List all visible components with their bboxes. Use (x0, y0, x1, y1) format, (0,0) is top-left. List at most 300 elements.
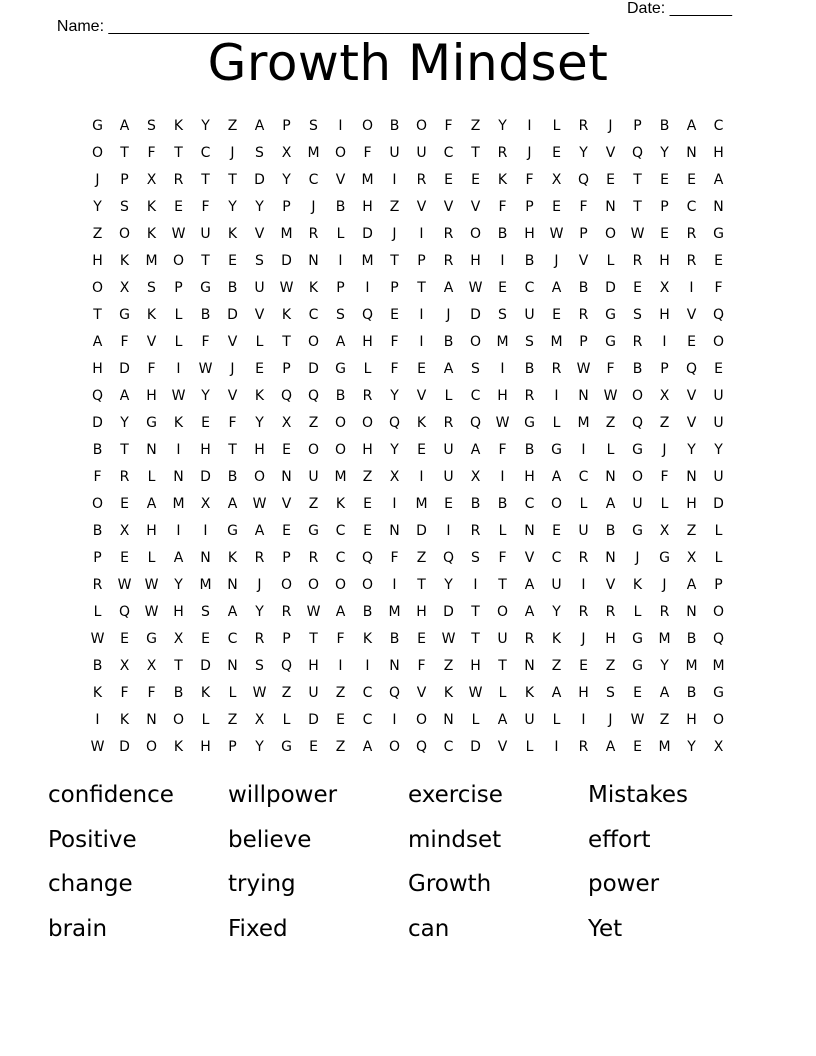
grid-letter[interactable]: R (578, 549, 589, 566)
grid-letter[interactable]: F (606, 360, 615, 377)
grid-letter[interactable]: F (363, 144, 372, 161)
grid-letter[interactable]: G (227, 522, 238, 539)
grid-letter[interactable]: I (176, 441, 181, 458)
grid-letter[interactable]: L (552, 711, 561, 728)
grid-letter[interactable]: U (713, 414, 724, 431)
grid-letter[interactable]: Z (281, 684, 292, 701)
grid-letter[interactable]: D (254, 171, 265, 188)
grid-letter[interactable]: C (362, 711, 373, 728)
grid-letter[interactable]: A (659, 684, 670, 701)
grid-letter[interactable]: G (200, 279, 211, 296)
grid-letter[interactable]: B (443, 333, 454, 350)
grid-letter[interactable]: J (635, 549, 640, 566)
grid-letter[interactable]: V (335, 171, 346, 188)
grid-letter[interactable]: Y (660, 657, 669, 674)
grid-letter[interactable]: K (443, 684, 454, 701)
grid-letter[interactable]: L (660, 495, 669, 512)
grid-letter[interactable]: K (632, 576, 643, 593)
grid-letter[interactable]: J (230, 360, 235, 377)
grid-letter[interactable]: L (282, 711, 291, 728)
grid-letter[interactable]: Q (91, 387, 104, 404)
grid-letter[interactable]: V (416, 684, 427, 701)
grid-letter[interactable]: E (714, 252, 723, 269)
grid-letter[interactable]: M (172, 495, 185, 512)
grid-letter[interactable]: T (93, 306, 102, 323)
grid-letter[interactable]: L (444, 387, 453, 404)
grid-letter[interactable]: B (92, 657, 103, 674)
grid-letter[interactable]: G (632, 441, 643, 458)
grid-letter[interactable]: S (309, 117, 318, 134)
grid-letter[interactable]: Y (201, 387, 210, 404)
grid-letter[interactable]: R (443, 414, 454, 431)
grid-letter[interactable]: O (145, 738, 158, 755)
grid-letter[interactable]: G (335, 360, 346, 377)
grid-letter[interactable]: T (120, 144, 129, 161)
grid-letter[interactable]: J (257, 576, 262, 593)
grid-letter[interactable]: F (498, 441, 507, 458)
grid-letter[interactable]: H (497, 387, 508, 404)
grid-letter[interactable]: Y (174, 576, 183, 593)
grid-letter[interactable]: I (203, 522, 208, 539)
grid-letter[interactable]: O (361, 117, 374, 134)
grid-letter[interactable]: S (201, 603, 210, 620)
grid-letter[interactable]: H (92, 360, 103, 377)
grid-letter[interactable]: P (660, 360, 669, 377)
grid-letter[interactable]: N (389, 657, 400, 674)
grid-letter[interactable]: Y (660, 144, 669, 161)
grid-letter[interactable]: H (659, 252, 670, 269)
grid-letter[interactable]: Y (498, 117, 507, 134)
grid-letter[interactable]: O (496, 603, 509, 620)
grid-letter[interactable]: U (524, 306, 535, 323)
grid-letter[interactable]: O (712, 333, 725, 350)
grid-letter[interactable]: H (362, 198, 373, 215)
grid-letter[interactable]: X (200, 495, 211, 512)
grid-letter[interactable]: A (92, 333, 103, 350)
grid-letter[interactable]: M (307, 144, 320, 161)
grid-letter[interactable]: H (200, 738, 211, 755)
grid-letter[interactable]: R (578, 117, 589, 134)
grid-letter[interactable]: I (365, 279, 370, 296)
grid-letter[interactable]: E (363, 495, 372, 512)
grid-letter[interactable]: Q (280, 657, 293, 674)
grid-letter[interactable]: N (281, 468, 292, 485)
grid-letter[interactable]: R (281, 603, 292, 620)
grid-letter[interactable]: A (524, 603, 535, 620)
grid-letter[interactable]: O (334, 144, 347, 161)
grid-letter[interactable]: W (279, 279, 294, 296)
grid-letter[interactable]: N (200, 549, 211, 566)
grid-letter[interactable]: O (91, 495, 104, 512)
grid-letter[interactable]: G (146, 414, 157, 431)
grid-letter[interactable]: O (91, 144, 104, 161)
grid-letter[interactable]: N (605, 549, 616, 566)
grid-letter[interactable]: Q (631, 144, 644, 161)
grid-letter[interactable]: Q (361, 549, 374, 566)
grid-letter[interactable]: T (633, 171, 642, 188)
grid-letter[interactable]: A (686, 576, 697, 593)
grid-letter[interactable]: J (446, 306, 451, 323)
grid-letter[interactable]: R (524, 387, 535, 404)
grid-letter[interactable]: P (93, 549, 102, 566)
grid-letter[interactable]: A (443, 360, 454, 377)
grid-letter[interactable]: X (389, 468, 400, 485)
grid-letter[interactable]: R (578, 603, 589, 620)
grid-letter[interactable]: E (417, 630, 426, 647)
grid-letter[interactable]: L (498, 684, 507, 701)
grid-letter[interactable]: Y (228, 198, 237, 215)
grid-letter[interactable]: H (713, 144, 724, 161)
grid-letter[interactable]: R (362, 387, 373, 404)
grid-letter[interactable]: D (470, 306, 481, 323)
grid-letter[interactable]: M (685, 657, 698, 674)
grid-letter[interactable]: A (686, 117, 697, 134)
grid-letter[interactable]: F (336, 630, 345, 647)
grid-letter[interactable]: P (336, 279, 345, 296)
grid-letter[interactable]: L (93, 603, 102, 620)
grid-letter[interactable]: I (500, 252, 505, 269)
grid-letter[interactable]: N (686, 603, 697, 620)
grid-letter[interactable]: C (524, 495, 535, 512)
grid-letter[interactable]: V (605, 144, 616, 161)
grid-letter[interactable]: F (93, 468, 102, 485)
grid-letter[interactable]: C (335, 522, 346, 539)
grid-letter[interactable]: H (362, 333, 373, 350)
grid-letter[interactable]: W (171, 387, 186, 404)
grid-letter[interactable]: T (228, 171, 237, 188)
grid-letter[interactable]: R (632, 333, 643, 350)
grid-letter[interactable]: O (172, 252, 185, 269)
grid-letter[interactable]: I (662, 333, 667, 350)
grid-letter[interactable]: M (145, 252, 158, 269)
grid-letter[interactable]: E (660, 171, 669, 188)
grid-letter[interactable]: F (147, 144, 156, 161)
grid-letter[interactable]: R (686, 252, 697, 269)
grid-letter[interactable]: K (335, 495, 346, 512)
grid-letter[interactable]: B (632, 360, 643, 377)
grid-letter[interactable]: B (92, 441, 103, 458)
grid-letter[interactable]: C (200, 144, 211, 161)
grid-letter[interactable]: B (227, 279, 238, 296)
grid-letter[interactable]: V (254, 306, 265, 323)
grid-letter[interactable]: H (416, 603, 427, 620)
grid-letter[interactable]: I (419, 333, 424, 350)
grid-letter[interactable]: A (335, 333, 346, 350)
grid-letter[interactable]: L (498, 522, 507, 539)
grid-letter[interactable]: K (173, 414, 184, 431)
grid-letter[interactable]: N (524, 522, 535, 539)
grid-letter[interactable]: E (282, 441, 291, 458)
grid-letter[interactable]: E (390, 306, 399, 323)
grid-letter[interactable]: O (361, 414, 374, 431)
grid-letter[interactable]: G (605, 333, 616, 350)
grid-letter[interactable]: W (306, 603, 321, 620)
grid-letter[interactable]: B (686, 630, 697, 647)
grid-letter[interactable]: N (524, 657, 535, 674)
grid-letter[interactable]: S (147, 279, 156, 296)
grid-letter[interactable]: I (581, 576, 586, 593)
grid-letter[interactable]: Z (92, 225, 103, 242)
grid-letter[interactable]: E (687, 333, 696, 350)
grid-letter[interactable]: J (662, 441, 667, 458)
grid-letter[interactable]: C (335, 549, 346, 566)
grid-letter[interactable]: D (119, 360, 130, 377)
grid-letter[interactable]: J (608, 711, 613, 728)
grid-letter[interactable]: L (606, 441, 615, 458)
grid-letter[interactable]: I (527, 117, 532, 134)
grid-letter[interactable]: B (686, 684, 697, 701)
grid-letter[interactable]: D (443, 603, 454, 620)
grid-letter[interactable]: B (497, 495, 508, 512)
grid-letter[interactable]: E (633, 279, 642, 296)
grid-letter[interactable]: X (659, 387, 670, 404)
grid-letter[interactable]: T (120, 441, 129, 458)
grid-letter[interactable]: Q (280, 387, 293, 404)
grid-letter[interactable]: W (468, 279, 483, 296)
grid-letter[interactable]: T (498, 657, 507, 674)
grid-letter[interactable]: Z (308, 495, 319, 512)
grid-letter[interactable]: P (282, 117, 291, 134)
grid-letter[interactable]: K (281, 306, 292, 323)
grid-letter[interactable]: L (147, 468, 156, 485)
grid-letter[interactable]: S (147, 117, 156, 134)
grid-letter[interactable]: B (389, 117, 400, 134)
grid-letter[interactable]: P (228, 738, 237, 755)
grid-letter[interactable]: K (119, 711, 130, 728)
grid-letter[interactable]: M (577, 414, 590, 431)
grid-letter[interactable]: K (254, 387, 265, 404)
grid-letter[interactable]: A (497, 711, 508, 728)
grid-letter[interactable]: P (282, 198, 291, 215)
grid-letter[interactable]: M (658, 738, 671, 755)
grid-letter[interactable]: F (147, 360, 156, 377)
grid-letter[interactable]: T (471, 603, 480, 620)
grid-letter[interactable]: Q (712, 630, 725, 647)
grid-letter[interactable]: O (280, 576, 293, 593)
grid-letter[interactable]: L (336, 225, 345, 242)
grid-letter[interactable]: H (254, 441, 265, 458)
grid-letter[interactable]: A (551, 468, 562, 485)
grid-letter[interactable]: X (146, 657, 157, 674)
grid-letter[interactable]: E (552, 144, 561, 161)
grid-letter[interactable]: L (714, 549, 723, 566)
grid-letter[interactable]: Z (659, 711, 670, 728)
grid-letter[interactable]: K (173, 117, 184, 134)
grid-letter[interactable]: E (552, 306, 561, 323)
grid-letter[interactable]: C (308, 306, 319, 323)
grid-letter[interactable]: V (227, 333, 238, 350)
grid-letter[interactable]: Q (442, 549, 455, 566)
grid-letter[interactable]: D (119, 738, 130, 755)
grid-letter[interactable]: X (146, 171, 157, 188)
grid-letter[interactable]: R (470, 522, 481, 539)
grid-letter[interactable]: C (227, 630, 238, 647)
grid-letter[interactable]: V (416, 198, 427, 215)
grid-letter[interactable]: X (713, 738, 724, 755)
grid-letter[interactable]: A (119, 117, 130, 134)
grid-letter[interactable]: W (252, 495, 267, 512)
grid-letter[interactable]: Y (714, 441, 723, 458)
grid-letter[interactable]: H (200, 441, 211, 458)
grid-letter[interactable]: Q (388, 414, 401, 431)
grid-letter[interactable]: E (633, 738, 642, 755)
grid-letter[interactable]: U (524, 711, 535, 728)
grid-letter[interactable]: X (119, 657, 130, 674)
grid-letter[interactable]: A (335, 603, 346, 620)
grid-letter[interactable]: W (171, 225, 186, 242)
grid-letter[interactable]: G (119, 306, 130, 323)
grid-letter[interactable]: T (390, 252, 399, 269)
grid-letter[interactable]: V (497, 738, 508, 755)
grid-letter[interactable]: A (146, 495, 157, 512)
grid-letter[interactable]: W (495, 414, 510, 431)
grid-letter[interactable]: W (630, 711, 645, 728)
grid-letter[interactable]: E (444, 495, 453, 512)
grid-letter[interactable]: N (146, 711, 157, 728)
grid-letter[interactable]: N (686, 468, 697, 485)
grid-letter[interactable]: F (120, 333, 129, 350)
grid-letter[interactable]: Q (361, 306, 374, 323)
grid-letter[interactable]: V (686, 414, 697, 431)
grid-letter[interactable]: W (252, 684, 267, 701)
grid-letter[interactable]: E (255, 360, 264, 377)
grid-letter[interactable]: B (497, 225, 508, 242)
grid-letter[interactable]: Z (470, 117, 481, 134)
grid-letter[interactable]: Y (687, 738, 696, 755)
grid-letter[interactable]: G (632, 630, 643, 647)
grid-letter[interactable]: J (662, 576, 667, 593)
grid-letter[interactable]: Y (120, 414, 129, 431)
grid-letter[interactable]: H (686, 495, 697, 512)
grid-letter[interactable]: O (307, 333, 320, 350)
grid-letter[interactable]: A (605, 738, 616, 755)
grid-letter[interactable]: E (606, 171, 615, 188)
grid-letter[interactable]: Y (552, 603, 561, 620)
grid-letter[interactable]: I (419, 468, 424, 485)
grid-letter[interactable]: G (281, 738, 292, 755)
grid-letter[interactable]: Y (201, 117, 210, 134)
grid-letter[interactable]: I (446, 522, 451, 539)
grid-letter[interactable]: T (417, 576, 426, 593)
grid-letter[interactable]: K (416, 414, 427, 431)
grid-letter[interactable]: H (308, 657, 319, 674)
grid-letter[interactable]: M (280, 225, 293, 242)
grid-letter[interactable]: I (392, 576, 397, 593)
grid-letter[interactable]: A (254, 522, 265, 539)
grid-letter[interactable]: J (95, 171, 100, 188)
grid-letter[interactable]: N (605, 198, 616, 215)
grid-letter[interactable]: Q (685, 360, 698, 377)
grid-letter[interactable]: U (632, 495, 643, 512)
grid-letter[interactable]: W (549, 225, 564, 242)
grid-letter[interactable]: O (631, 387, 644, 404)
grid-letter[interactable]: P (660, 198, 669, 215)
grid-letter[interactable]: N (713, 198, 724, 215)
grid-letter[interactable]: V (470, 198, 481, 215)
grid-letter[interactable]: I (500, 468, 505, 485)
grid-letter[interactable]: E (120, 630, 129, 647)
grid-letter[interactable]: J (527, 144, 532, 161)
grid-letter[interactable]: V (578, 252, 589, 269)
grid-letter[interactable]: C (362, 684, 373, 701)
grid-letter[interactable]: U (308, 468, 319, 485)
grid-letter[interactable]: I (338, 252, 343, 269)
grid-letter[interactable]: E (579, 657, 588, 674)
grid-letter[interactable]: A (443, 279, 454, 296)
grid-letter[interactable]: F (444, 117, 453, 134)
grid-letter[interactable]: E (498, 279, 507, 296)
grid-letter[interactable]: B (524, 360, 535, 377)
grid-letter[interactable]: K (551, 630, 562, 647)
grid-letter[interactable]: L (633, 603, 642, 620)
grid-letter[interactable]: X (119, 279, 130, 296)
grid-letter[interactable]: Z (362, 468, 373, 485)
grid-letter[interactable]: D (200, 657, 211, 674)
grid-letter[interactable]: S (471, 549, 480, 566)
grid-letter[interactable]: V (281, 495, 292, 512)
grid-letter[interactable]: E (660, 225, 669, 242)
grid-letter[interactable]: E (336, 711, 345, 728)
grid-letter[interactable]: H (470, 657, 481, 674)
grid-letter[interactable]: K (308, 279, 319, 296)
grid-letter[interactable]: A (605, 495, 616, 512)
grid-letter[interactable]: W (630, 225, 645, 242)
grid-letter[interactable]: O (361, 576, 374, 593)
grid-letter[interactable]: Z (551, 657, 562, 674)
grid-letter[interactable]: B (470, 495, 481, 512)
grid-letter[interactable]: I (689, 279, 694, 296)
grid-letter[interactable]: T (228, 441, 237, 458)
grid-letter[interactable]: L (552, 414, 561, 431)
grid-letter[interactable]: T (498, 576, 507, 593)
grid-letter[interactable]: B (362, 603, 373, 620)
grid-letter[interactable]: I (392, 495, 397, 512)
grid-letter[interactable]: K (119, 252, 130, 269)
grid-letter[interactable]: E (633, 684, 642, 701)
grid-letter[interactable]: R (659, 603, 670, 620)
grid-letter[interactable]: F (660, 468, 669, 485)
grid-letter[interactable]: Y (255, 414, 264, 431)
grid-letter[interactable]: R (308, 225, 319, 242)
grid-letter[interactable]: B (524, 441, 535, 458)
grid-letter[interactable]: Z (605, 657, 616, 674)
grid-letter[interactable]: B (200, 306, 211, 323)
grid-letter[interactable]: P (714, 576, 723, 593)
grid-letter[interactable]: A (119, 387, 130, 404)
grid-letter[interactable]: U (389, 144, 400, 161)
grid-letter[interactable]: O (334, 576, 347, 593)
grid-letter[interactable]: L (228, 684, 237, 701)
grid-letter[interactable]: G (308, 522, 319, 539)
grid-letter[interactable]: K (146, 198, 157, 215)
grid-letter[interactable]: X (686, 549, 697, 566)
grid-letter[interactable]: V (605, 576, 616, 593)
grid-letter[interactable]: I (176, 360, 181, 377)
grid-letter[interactable]: J (581, 630, 586, 647)
grid-letter[interactable]: W (576, 360, 591, 377)
grid-letter[interactable]: Z (389, 198, 400, 215)
grid-letter[interactable]: L (525, 738, 534, 755)
grid-letter[interactable]: G (605, 306, 616, 323)
grid-letter[interactable]: Z (227, 711, 238, 728)
grid-letter[interactable]: E (201, 630, 210, 647)
grid-letter[interactable]: B (335, 198, 346, 215)
grid-letter[interactable]: Z (335, 738, 346, 755)
grid-letter[interactable]: U (551, 576, 562, 593)
grid-letter[interactable]: C (578, 468, 589, 485)
grid-letter[interactable]: O (469, 333, 482, 350)
grid-letter[interactable]: S (498, 306, 507, 323)
